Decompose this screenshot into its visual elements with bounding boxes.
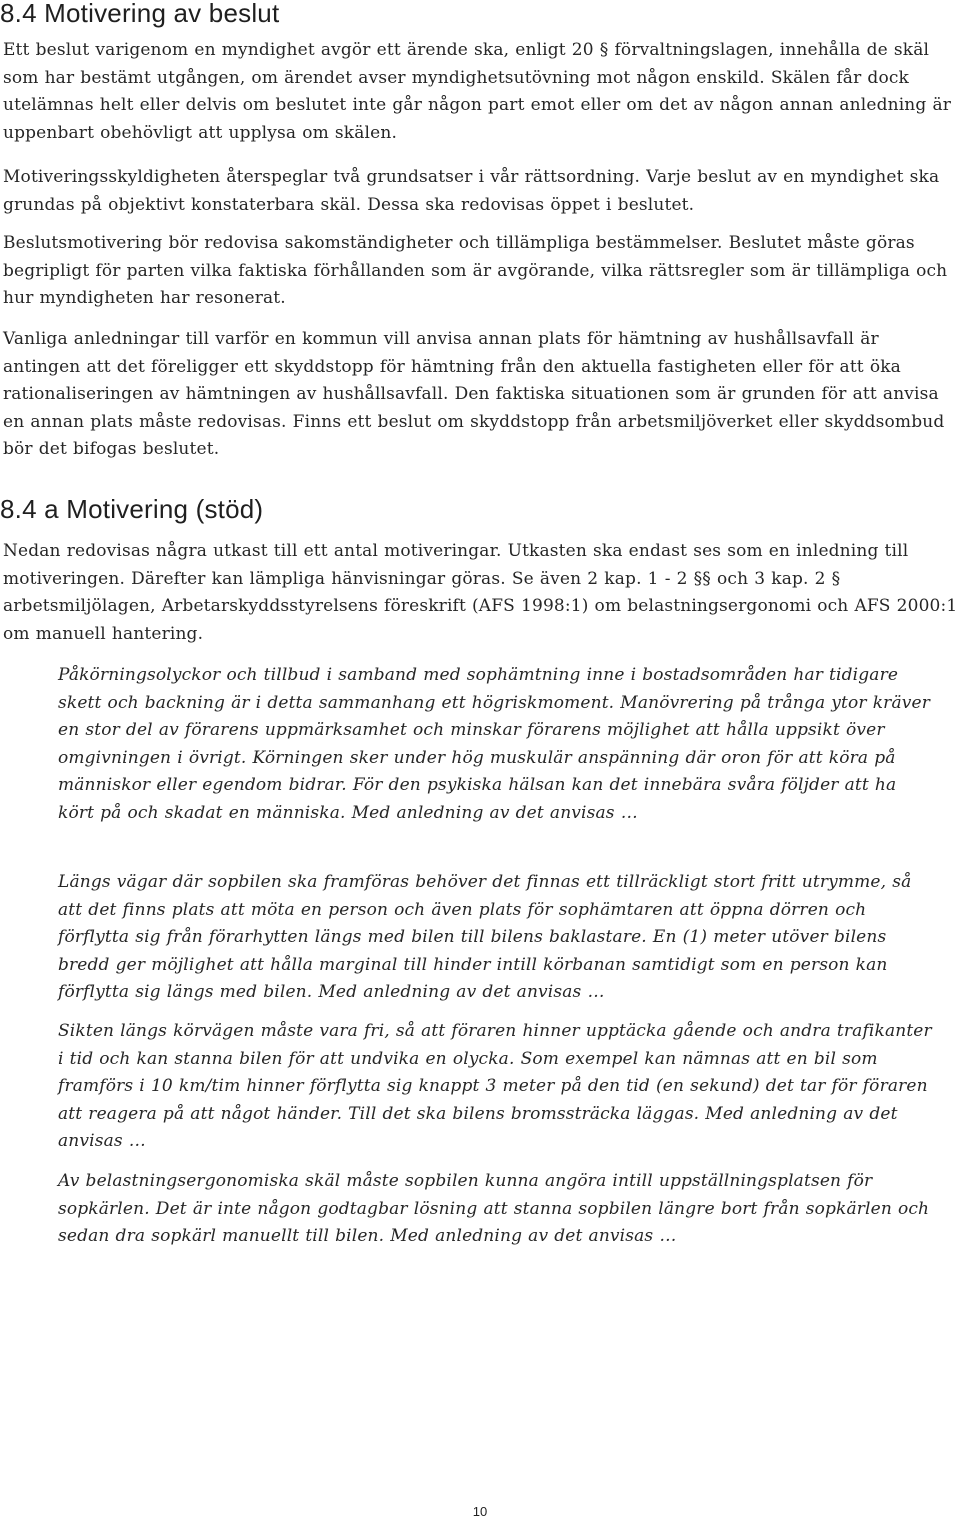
body-paragraph-4: Vanliga anledningar till varför en kommun vill anvisa annan plats för hämtning av hushållsavfall är antingen att det föreligger ett skyddstopp för hämtning från den aktuella fastigheten eller för att öka rationaliseringen av hämtningen av hushållsavfall. Den faktiska situationen som är grunden för att anvisa en annan plats måste redovisas. Finns ett beslut om skyddstopp från arbetsmiljöverket eller skyddsombud bör det bifogas beslutet. [3, 329, 945, 459]
section-heading: 8.4 Motivering av beslut [0, 0, 280, 28]
example-motivation-3: Sikten längs körvägen måste vara fri, så att föraren hinner upptäcka gående och andra trafikanter i tid och kan stanna bilen för att undvika en olycka. Som exempel kan nämnas att en bil som framförs i 10 km/tim hinner förflytta sig knappt 3 meter på den tid (en sekund) det tar för föraren att reagera på att något händer. Till det ska bilens bromssträcka läggas. Med anledning av det anvisas … [58, 1021, 932, 1151]
subsection-heading: 8.4 a Motivering (stöd) [0, 494, 264, 524]
page-number: 10 [472, 1504, 488, 1519]
example-motivation-2: Längs vägar där sopbilen ska framföras behöver det finnas ett tillräckligt stort fritt utrymme, så att det finns plats att möta en person och även plats för sophämtaren att öppna dörren och förflytta sig från förarhytten längs med bilen till bilens baklastare. En (1) meter utöver bilens bredd ger möjlighet att hålla marginal till hinder intill körbanan samtidigt som en person kan förflytta sig längs med bilen. Med anledning av det anvisas … [58, 872, 912, 1002]
example-motivation-4: Av belastningsergonomiska skäl måste sopbilen kunna angöra intill uppställningsplatsen för sopkärlen. Det är inte någon godtagbar lösning att stanna sopbilen längre bort från sopkärlen och sedan dra sopkärl manuellt till bilen. Med anledning av det anvisas … [58, 1171, 930, 1246]
body-paragraph-3: Beslutsmotivering bör redovisa sakomständigheter och tillämpliga bestämmelser. Beslutet måste göras begripligt för parten vilka faktiska förhållanden som är avgörande, vilka rättsregler som är tillämpliga och hur myndigheten har resonerat. [3, 233, 948, 308]
body-paragraph-2: Motiveringsskyldigheten återspeglar två grundsatser i vår rättsordning. Varje beslut av en myndighet ska grundas på objektivt konstaterbara skäl. Dessa ska redovisas öppet i beslutet. [3, 167, 940, 215]
example-motivation-1: Påkörningsolyckor och tillbud i samband med sophämtning inne i bostadsområden har tidigare skett och backning är i detta sammanhang ett högriskmoment. Manövrering på trånga ytor kräver en stor del av förarens uppmärksamhet och minskar förarens möjlighet att hålla uppsikt över omgivningen i övrigt. Körningen sker under hög muskulär anspänning där oron för att köra på människor eller egendom bidrar. För den psykiska hälsan kan det innebära svåra följder att ha kört på och skadat en människa. Med anledning av det anvisas … [58, 665, 930, 823]
body-paragraph-1: Ett beslut varigenom en myndighet avgör ett ärende ska, enligt 20 § förvaltningslagen, innehålla de skäl som har bestämt utgången, om ärendet avser myndighetsutövning mot någon enskild. Skälen får dock utelämnas helt eller delvis om beslutet inte går någon part emot eller om det av någon annan anledning är uppenbart obehövligt att upplysa om skälen. [3, 40, 952, 143]
body-paragraph-5: Nedan redovisas några utkast till ett antal motiveringar. Utkasten ska endast ses som en inledning till motiveringen. Därefter kan lämpliga hänvisningar göras. Se även 2 kap. 1 - 2 §§ och 3 kap. 2 § arbetsmiljölagen, Arbetarskyddsstyrelsens föreskrift (AFS 1998:1) om belastningsergonomi och AFS 2000:1 om manuell hantering. [3, 541, 958, 644]
